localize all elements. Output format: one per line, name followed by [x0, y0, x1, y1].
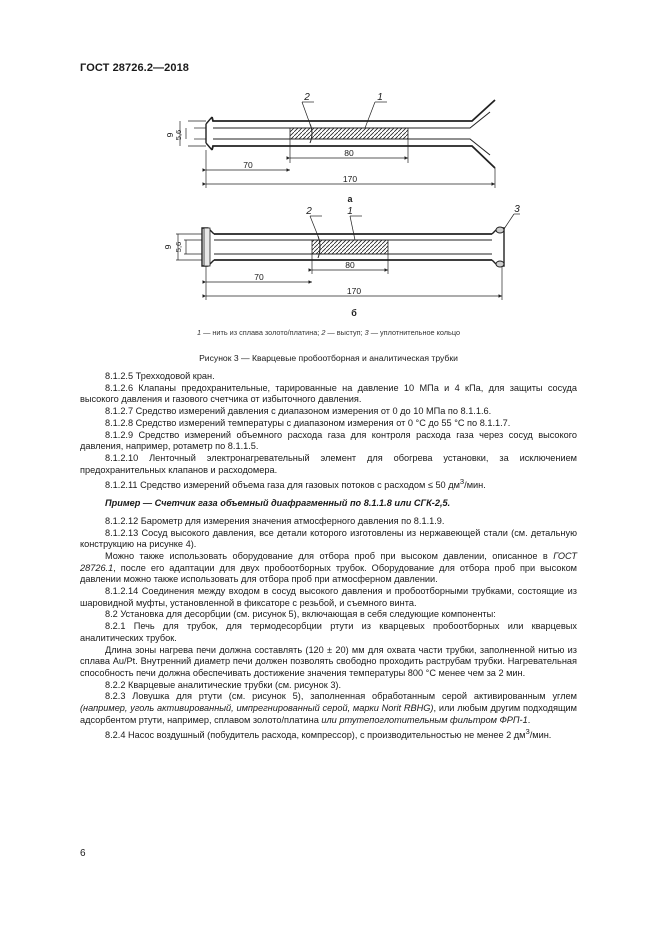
- figure-legend: [80, 328, 577, 337]
- tube-a-labels: [165, 92, 383, 204]
- legend-num-1: 1: [196, 328, 202, 337]
- legend-text-2: — выступ;: [325, 328, 365, 337]
- para-high-pressure-a: Можно также использовать оборудование для отбора проб при высоком давлении, описанное в: [105, 550, 554, 561]
- figure-3-drawing: [150, 88, 520, 350]
- dim-a-70: 70: [243, 160, 253, 170]
- dim-a-170: 170: [342, 174, 358, 184]
- para-8-1-2-11: [80, 476, 577, 492]
- para-8-2-4-unit: /мин.: [529, 730, 552, 741]
- para-8-2-3-italic-2: или ртутепоглотительным фильтром ФРП-1: [321, 714, 528, 725]
- example-note: Пример — Счетчик газа объемный диафрагменный по 8.1.1.8 или СГК-2,5.: [105, 498, 451, 509]
- para-8-1-2-10: 8.1.2.10 Ленточный электронагревательный элемент для обогрева установки, за исключением предохранительных клапанов и расходомера.: [80, 452, 577, 475]
- callout-b-2: 2: [306, 206, 312, 217]
- dim-b-70: 70: [254, 272, 264, 282]
- figure-caption: Рисунок 3 — Кварцевые пробоотборная и аналитическая трубки: [199, 353, 458, 363]
- para-heating-zone: Длина зоны нагрева печи должна составлять (120 ± 20) мм для охвата части трубки, заполненной нитью из сплава Au/Pt. Внутренний диаметр печи должен позволять свободно проходить раструбам трубки. Нагревательная способность печи должна обеспечивать достижение значения температуры 800 °С менее чем за 2 мин.: [80, 644, 577, 678]
- dim-a-d-outer: 9: [165, 132, 175, 138]
- para-8-1-2-13: 8.1.2.13 Сосуд высокого давления, все детали которого изготовлены из нержавеющей стали (см. детальную конструкцию на рисунке 4).: [80, 527, 577, 550]
- para-8-1-2-11-text: 8.1.2.11 Средство измерений объема газа для газовых потоков с расходом ≤ 50 дм: [105, 480, 460, 491]
- para-8-2-3-italic-1: (например, уголь активированный, импрегнированный серой, марки Norit RBHG): [80, 703, 434, 714]
- document-body: [80, 371, 577, 742]
- gost-reference: ГОСТ 28726.1: [80, 550, 577, 573]
- para-8-2: 8.2 Установка для десорбции (см. рисунок 5), включающая в себя следующие компоненты:: [105, 609, 496, 620]
- para-8-1-2-14: 8.1.2.14 Соединения между входом в сосуд высокого давления и пробоотборными трубками, состоящие из шаровидной муфты, установленной в фиксаторе с резьбой, и съемного винта.: [80, 586, 577, 608]
- para-8-2-3-b: , или любым другим подходящим адсорбентом ртути, например, сплавом золото/платина: [80, 703, 577, 725]
- legend-num-2: 2: [321, 328, 326, 337]
- dim-b-80: 80: [345, 260, 355, 270]
- figure-b-label: б: [351, 308, 357, 318]
- legend-text-3: — уплотнительное кольцо: [368, 328, 461, 337]
- para-8-1-2-9: 8.1.2.9 Средство измерений объемного расхода газа для контроля расхода газа через сосуд высокого давления, например, ротаметр по 8.1.1.5.: [80, 429, 577, 452]
- dim-a-d-inner: 5,6: [174, 129, 183, 141]
- para-8-2-1: 8.2.1 Печь для трубок, для термодесорбции ртути из кварцевых пробоотборных или кварцевых аналитических трубок.: [80, 621, 577, 643]
- superscript-3: 3: [459, 477, 465, 487]
- para-8-2-3-c: .: [527, 714, 531, 725]
- tube-a-dimensions: [180, 102, 495, 188]
- callout-b-1: 1: [347, 206, 353, 217]
- superscript-3: 3: [525, 727, 530, 737]
- callout-a-2: 2: [304, 92, 310, 103]
- dim-b-d-outer: 9: [163, 244, 173, 250]
- para-8-1-2-8: 8.1.2.8 Средство измерений температуры с диапазоном измерения от 0 °С до 55 °С по 8.1.1.7.: [105, 417, 511, 428]
- dim-b-170: 170: [346, 286, 362, 296]
- document-header: ГОСТ 28726.2—2018: [80, 62, 190, 74]
- para-high-pressure-b: , после его адаптации для двух пробоотборных трубок. Оборудование для отбора проб при высоком давлении можно также использовать для отбора проб при атмосферном давлении.: [80, 562, 577, 585]
- para-8-1-2-11-unit: /мин.: [464, 480, 486, 491]
- legend-num-3: 3: [364, 328, 369, 337]
- para-8-1-2-7: 8.1.2.7 Средство измерений давления с диапазоном измерения от 0 до 10 МПа по 8.1.1.6.: [105, 406, 492, 417]
- para-8-2-4-text: 8.2.4 Насос воздушный (побудитель расхода, компрессор), с производительностью не менее 2 дм: [105, 730, 526, 741]
- para-high-pressure: [80, 551, 577, 586]
- legend-text-1: — нить из сплава золото/платина;: [201, 328, 322, 337]
- para-8-1-2-12: 8.1.2.12 Барометр для измерения значения атмосферного давления по 8.1.1.9.: [105, 515, 445, 526]
- para-8-2-2: 8.2.2 Кварцевые аналитические трубки (см. рисунок 3).: [105, 679, 342, 690]
- callout-b-3: 3: [514, 204, 520, 215]
- para-8-1-2-6: 8.1.2.6 Клапаны предохранительные, тарированные на давление 10 МПа и 4 кПа, для защиты сосуда высокого давления и газового счетчика от избыточного давления.: [80, 382, 577, 405]
- para-8-1-2-5: 8.1.2.5 Трехходовой кран.: [105, 371, 215, 381]
- dim-b-d-inner: 5,6: [174, 241, 183, 253]
- para-8-2-3-a: 8.2.3 Ловушка для ртути (см. рисунок 5), заполненная обработанным серой активированным углем: [105, 691, 577, 702]
- para-8-2-3: [80, 691, 577, 726]
- tube-b-labels: [163, 204, 520, 318]
- para-8-2-4: [80, 726, 577, 742]
- callout-a-1: 1: [377, 92, 383, 103]
- dim-a-80: 80: [344, 148, 354, 158]
- page-number: 6: [80, 848, 86, 859]
- figure-a-label: а: [347, 194, 353, 204]
